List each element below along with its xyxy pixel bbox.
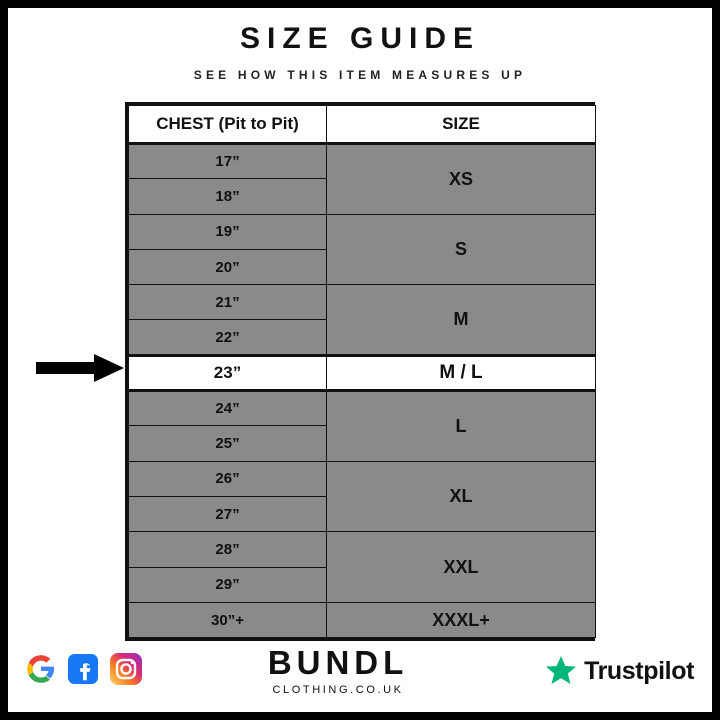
chest-cell: 26” [129,461,327,496]
page-subtitle: SEE HOW THIS ITEM MEASURES UP [193,68,527,82]
header-chest: CHEST (Pit to Pit) [129,106,327,144]
chest-cell: 21” [129,285,327,320]
brand-name: BUNDL [267,644,409,681]
size-cell: XXL [327,532,596,603]
chest-cell: 29” [129,567,327,602]
table-row [129,355,596,390]
chest-cell: 22” [129,320,327,355]
size-table-wrapper [125,102,595,641]
table-row [129,144,596,179]
size-cell: L [327,391,596,462]
table-row [129,532,596,567]
size-cell: M / L [327,355,596,390]
arrow-right-icon [36,353,124,383]
size-cell: XS [327,144,596,215]
trustpilot-star-icon [544,654,578,688]
table-row [129,461,596,496]
table-row [129,391,596,426]
trustpilot-logo[interactable] [544,654,694,688]
size-cell: XL [327,461,596,532]
chest-cell: 23” [129,355,327,390]
chest-cell: 18” [129,179,327,214]
chest-cell: 30”+ [129,602,327,637]
table-header-row [129,106,596,144]
size-cell: XXXL+ [327,602,596,637]
trustpilot-label: Trustpilot [584,656,694,685]
footer [8,646,712,696]
chest-cell: 27” [129,496,327,531]
chest-cell: 20” [129,249,327,284]
table-row [129,602,596,637]
header-size: SIZE [327,106,596,144]
chest-cell: 28” [129,532,327,567]
size-cell: M [327,285,596,356]
facebook-icon[interactable] [68,654,98,689]
size-guide-card [8,8,712,712]
chest-cell: 19” [129,214,327,249]
google-icon[interactable] [26,654,56,689]
table-row [129,214,596,249]
brand-subtitle: CLOTHING.CO.UK [272,684,404,696]
chest-cell: 17” [129,144,327,179]
instagram-icon[interactable] [110,653,142,690]
size-cell: S [327,214,596,285]
chest-cell: 24” [129,391,327,426]
table-row [129,285,596,320]
size-table [128,105,596,638]
chest-cell: 25” [129,426,327,461]
page-title: SIZE GUIDE [239,22,481,55]
social-links [26,653,142,690]
brand-logo [268,646,408,696]
